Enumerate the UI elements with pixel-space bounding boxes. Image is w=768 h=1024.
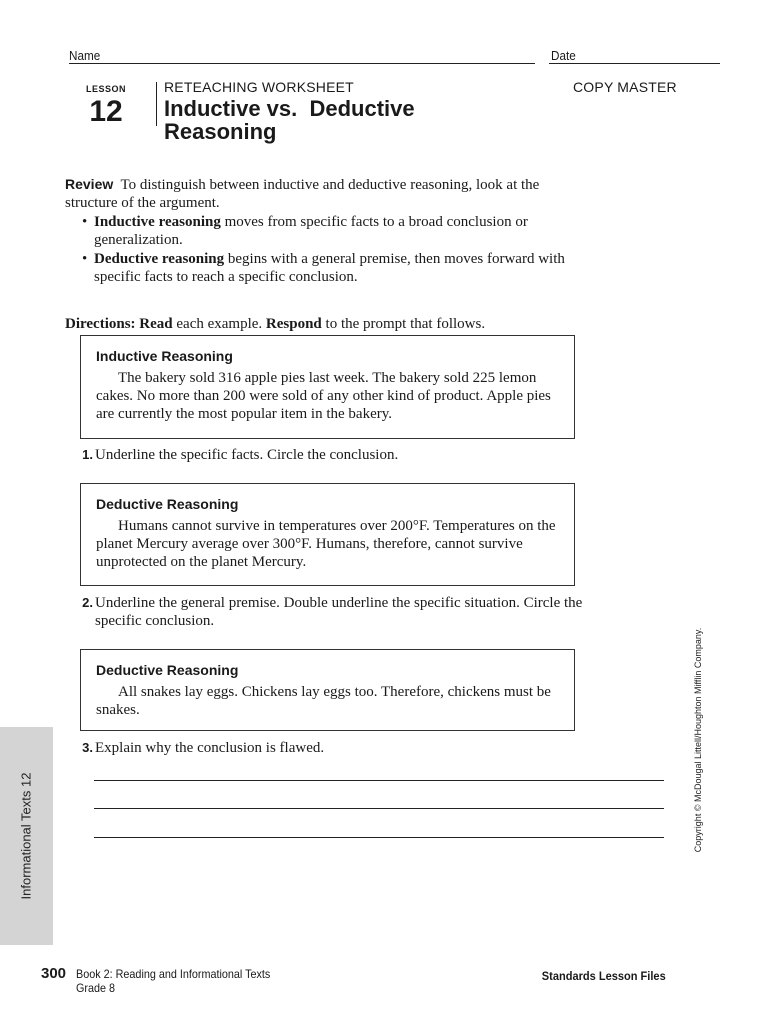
example-heading: Deductive Reasoning xyxy=(96,496,239,512)
copyright-notice: Copyright © McDougal Littell/Houghton Mifflin Company. xyxy=(693,627,703,853)
worksheet-kicker: RETEACHING WORKSHEET xyxy=(164,79,354,95)
example-box-deductive-1 xyxy=(80,483,575,586)
review-bullets xyxy=(65,213,580,287)
question-1 xyxy=(76,446,586,464)
directions-mid: each example. xyxy=(172,316,266,332)
review-label: Review xyxy=(65,176,114,192)
example-text: The bakery sold 316 apple pies last week. The bakery sold 225 lemon cakes. No more than 200 were sold of any other kind of product. Apple pies are currently the most popular item in the bakery. xyxy=(96,370,551,422)
page-title: Inductive vs. Deductive Reasoning xyxy=(164,96,415,144)
answer-line[interactable] xyxy=(94,837,664,838)
question-number: 1. xyxy=(82,447,93,462)
question-text: Explain why the conclusion is flawed. xyxy=(95,740,325,756)
copy-master-label: COPY MASTER xyxy=(573,79,677,95)
bullet-item: • Deductive reasoning begins with a general premise, then moves forward with specific facts to reach a specific conclusion. xyxy=(82,251,565,285)
review-text: To distinguish between inductive and deductive reasoning, look at the structure of the argument. xyxy=(65,177,540,211)
footer-standards: Standards Lesson Files xyxy=(542,969,666,983)
bullet-item: • Inductive reasoning moves from specific facts to a broad conclusion or generalization. xyxy=(82,214,528,248)
date-label: Date xyxy=(551,48,576,63)
review-section xyxy=(65,175,575,212)
question-number: 2. xyxy=(82,595,93,610)
question-text: Underline the specific facts. Circle the conclusion. xyxy=(95,447,399,463)
directions-end: to the prompt that follows. xyxy=(321,316,486,332)
name-label: Name xyxy=(69,48,101,63)
lesson-label: LESSON xyxy=(85,84,126,94)
answer-line[interactable] xyxy=(94,780,664,781)
example-heading: Inductive Reasoning xyxy=(96,348,233,364)
directions-read: Read xyxy=(139,316,173,332)
footer-book-info xyxy=(76,967,310,995)
directions-respond: Respond xyxy=(265,316,322,332)
bullet-term: Inductive reasoning xyxy=(94,214,221,230)
answer-line[interactable] xyxy=(94,808,664,809)
example-text: Humans cannot survive in temperatures over 200°F. Temperatures on the planet Mercury average over 300°F. Humans, therefore, cannot survive unprotected on the planet Mercury. xyxy=(96,518,556,570)
example-heading: Deductive Reasoning xyxy=(96,662,239,678)
footer-book: Book 2: Reading and Informational Texts xyxy=(76,967,271,981)
directions-label: Directions: xyxy=(65,316,136,332)
example-box-deductive-2 xyxy=(80,649,575,731)
lesson-number: 12 xyxy=(89,95,123,128)
example-box-inductive xyxy=(80,335,575,439)
question-number: 3. xyxy=(82,740,93,755)
bullet-term: Deductive reasoning xyxy=(94,251,225,267)
name-line[interactable] xyxy=(69,63,535,64)
date-line[interactable] xyxy=(549,63,720,64)
question-2 xyxy=(76,594,610,630)
question-3 xyxy=(76,739,586,757)
page-number: 300 xyxy=(41,965,67,982)
question-text: Underline the general premise. Double underline the specific situation. Circle the specific conclusion. xyxy=(95,595,583,629)
footer-grade: Grade 8 xyxy=(76,981,116,995)
side-tab-label: Informational Texts 12 xyxy=(18,772,34,900)
bullet-text: moves from specific facts to a broad conclusion or generalization. xyxy=(94,214,528,248)
header-divider xyxy=(156,82,157,126)
example-text: All snakes lay eggs. Chickens lay eggs too. Therefore, chickens must be snakes. xyxy=(96,684,551,718)
bullet-text: begins with a general premise, then moves forward with specific facts to reach a specific conclusion. xyxy=(94,251,565,285)
directions xyxy=(65,315,585,333)
